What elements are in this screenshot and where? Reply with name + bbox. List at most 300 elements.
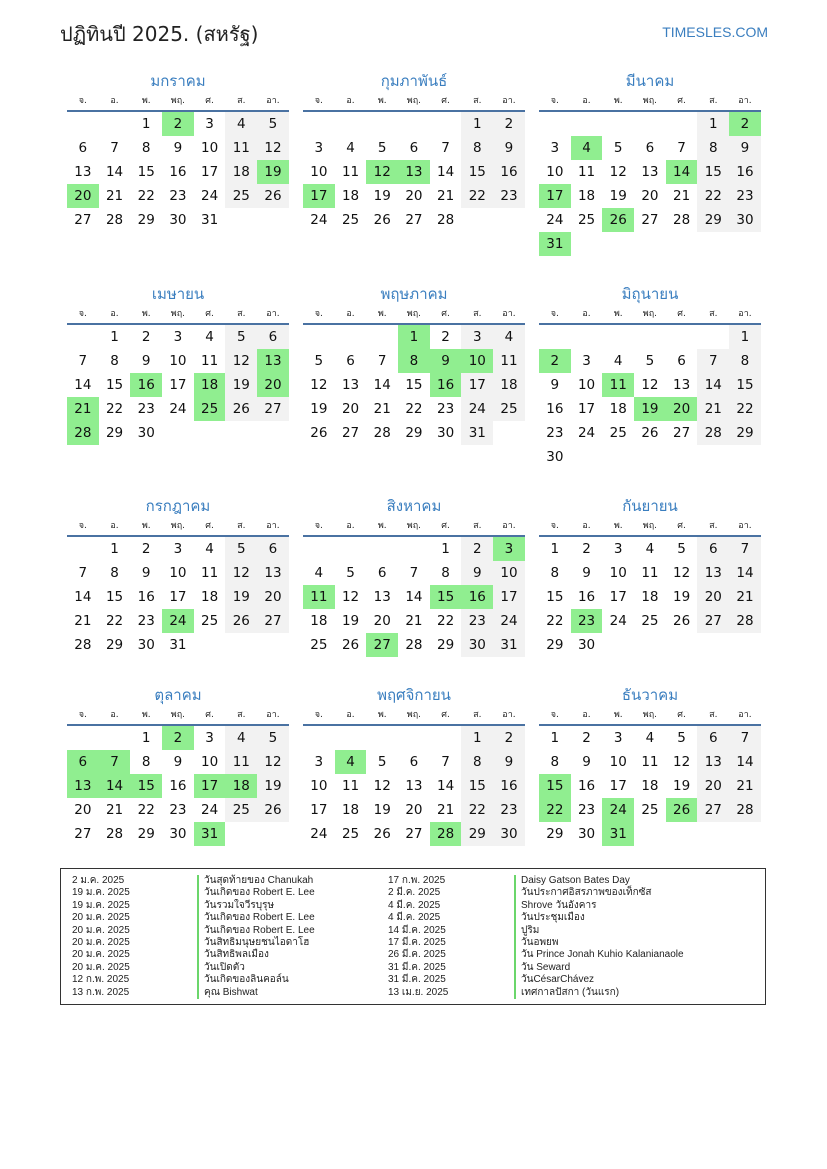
weekday-label: ศ. <box>205 521 214 531</box>
day-cell: 22 <box>437 613 455 629</box>
empty-cell <box>571 112 603 136</box>
day-cell: 18 <box>609 401 627 417</box>
weekday-label: พฤ. <box>406 309 422 319</box>
weekday-label: พฤ. <box>642 521 658 531</box>
empty-cell <box>571 325 603 349</box>
day-cell: 13 <box>697 561 729 585</box>
day-cell: 1 <box>729 325 761 349</box>
day-cell: 26 <box>225 397 257 421</box>
day-cell: 29 <box>105 637 124 653</box>
day-cell: 15 <box>105 589 124 605</box>
empty-cell <box>539 112 571 136</box>
day-cell: 22 <box>137 188 155 204</box>
holiday-day-cell: 20 <box>67 184 99 208</box>
day-cell: 6 <box>697 537 729 561</box>
day-cell: 2 <box>582 541 591 557</box>
weekday-label: พฤ. <box>406 521 422 531</box>
day-cell: 27 <box>673 425 691 441</box>
holiday-name: ปูริม <box>514 925 684 937</box>
day-cell: 18 <box>493 373 525 397</box>
day-cell: 9 <box>461 561 493 585</box>
day-cell: 10 <box>169 565 187 581</box>
day-cell: 31 <box>493 633 525 657</box>
weekday-label: พฤ. <box>170 309 186 319</box>
day-cell: 20 <box>697 585 729 609</box>
day-cell: 11 <box>641 565 659 581</box>
day-cell: 7 <box>441 140 450 156</box>
weekday-label: พฤ. <box>170 96 186 106</box>
day-cell: 23 <box>137 613 155 629</box>
day-cell: 13 <box>697 750 729 774</box>
day-cell: 3 <box>461 325 493 349</box>
holiday-date: 20 ม.ค. 2025 <box>72 912 130 924</box>
day-cell: 5 <box>677 730 686 746</box>
empty-cell <box>539 325 571 349</box>
holiday-name: คุณ Bishwat <box>197 987 315 999</box>
holiday-day-cell: 21 <box>67 397 99 421</box>
weekday-label: พ. <box>141 710 151 720</box>
holiday-day-cell: 20 <box>666 397 698 421</box>
day-cell: 20 <box>257 585 289 609</box>
weekday-label: ศ. <box>677 710 686 720</box>
weekday-label: อ. <box>582 309 591 319</box>
day-grid <box>67 325 289 445</box>
day-cell: 20 <box>641 188 659 204</box>
holiday-day-cell: 16 <box>430 373 462 397</box>
empty-cell <box>430 726 462 750</box>
day-cell: 8 <box>550 565 560 581</box>
day-grid <box>67 726 289 846</box>
empty-cell <box>303 726 335 750</box>
weekday-label: ส. <box>709 309 718 319</box>
empty-cell <box>335 112 367 136</box>
holiday-day-cell: 18 <box>194 373 226 397</box>
day-cell: 25 <box>225 798 257 822</box>
day-cell: 2 <box>141 541 151 557</box>
day-cell: 2 <box>493 726 525 750</box>
day-cell: 14 <box>74 377 92 393</box>
holiday-day-cell: 2 <box>539 349 571 373</box>
day-cell: 23 <box>577 802 596 818</box>
month-8 <box>303 495 525 657</box>
day-cell: 25 <box>641 802 659 818</box>
empty-cell <box>602 112 634 136</box>
day-cell: 28 <box>405 637 423 653</box>
weekday-label: จ. <box>550 710 559 720</box>
day-cell: 7 <box>697 349 729 373</box>
day-cell: 9 <box>141 565 151 581</box>
day-cell: 27 <box>405 826 423 842</box>
day-cell: 28 <box>673 212 691 228</box>
day-cell: 28 <box>105 826 124 842</box>
day-cell: 19 <box>373 188 391 204</box>
day-cell: 11 <box>225 750 257 774</box>
day-cell: 22 <box>697 184 729 208</box>
day-cell: 9 <box>729 136 761 160</box>
day-cell: 12 <box>257 750 289 774</box>
day-cell: 7 <box>409 565 419 581</box>
day-cell: 27 <box>74 212 92 228</box>
holiday-day-cell: 14 <box>99 774 131 798</box>
holiday-day-cell: 10 <box>461 349 493 373</box>
day-grid <box>303 112 525 232</box>
holiday-day-cell: 4 <box>571 136 603 160</box>
empty-cell <box>67 726 99 750</box>
day-cell: 26 <box>257 798 289 822</box>
weekday-label: ส. <box>237 96 246 106</box>
day-cell: 14 <box>373 377 391 393</box>
day-cell: 24 <box>577 425 596 441</box>
day-cell: 17 <box>577 401 596 417</box>
month-3 <box>539 70 761 256</box>
holiday-date: 20 ม.ค. 2025 <box>72 961 130 973</box>
holiday-name: วันอพยพ <box>514 937 684 949</box>
holiday-date: 20 ม.ค. 2025 <box>72 937 130 949</box>
weekday-label: ส. <box>473 96 482 106</box>
day-cell: 3 <box>314 754 324 770</box>
day-cell: 20 <box>341 401 360 417</box>
day-cell: 18 <box>225 160 257 184</box>
weekday-header <box>67 92 289 112</box>
empty-cell <box>634 112 666 136</box>
empty-cell <box>366 537 398 561</box>
day-cell: 15 <box>461 774 493 798</box>
day-cell: 20 <box>697 774 729 798</box>
month-1 <box>67 70 289 232</box>
holiday-day-cell: 26 <box>666 798 698 822</box>
weekday-header <box>67 517 289 537</box>
holiday-day-cell: 27 <box>366 633 398 657</box>
holiday-day-cell: 25 <box>194 397 226 421</box>
day-cell: 23 <box>729 184 761 208</box>
holiday-day-cell: 4 <box>335 750 367 774</box>
day-cell: 17 <box>493 585 525 609</box>
day-cell: 4 <box>493 325 525 349</box>
month-title: สิงหาคม <box>386 497 442 515</box>
day-cell: 11 <box>641 754 659 770</box>
weekday-header <box>303 517 525 537</box>
weekday-header <box>539 305 761 325</box>
day-cell: 19 <box>341 613 360 629</box>
day-cell: 7 <box>78 353 88 369</box>
day-cell: 14 <box>729 561 761 585</box>
day-grid <box>67 537 289 657</box>
empty-cell <box>666 112 698 136</box>
weekday-label: อ. <box>110 521 119 531</box>
day-cell: 27 <box>257 609 289 633</box>
day-cell: 11 <box>201 353 219 369</box>
month-title: กันยายน <box>622 497 678 515</box>
day-cell: 26 <box>257 184 289 208</box>
holiday-name: เทศกาลปัสกา (วันแรก) <box>514 987 684 999</box>
holiday-day-cell: 17 <box>194 774 226 798</box>
weekday-label: อา. <box>738 96 752 106</box>
holiday-day-cell: 2 <box>162 726 194 750</box>
month-9 <box>539 495 761 657</box>
day-cell: 19 <box>310 401 328 417</box>
holiday-day-cell: 18 <box>225 774 257 798</box>
day-cell: 10 <box>310 778 328 794</box>
month-title: มีนาคม <box>625 72 675 90</box>
day-cell: 16 <box>577 778 596 794</box>
day-cell: 8 <box>461 750 493 774</box>
holiday-day-cell: 3 <box>493 537 525 561</box>
empty-cell <box>398 537 430 561</box>
day-cell: 24 <box>546 212 564 228</box>
day-cell: 30 <box>137 425 155 441</box>
holiday-day-cell: 6 <box>67 750 99 774</box>
day-cell: 11 <box>493 349 525 373</box>
month-title: มิถุนายน <box>621 285 679 303</box>
empty-cell <box>303 112 335 136</box>
day-cell: 3 <box>613 730 623 746</box>
day-cell: 4 <box>645 541 655 557</box>
day-cell: 9 <box>173 140 183 156</box>
day-cell: 23 <box>137 401 155 417</box>
day-cell: 21 <box>729 585 761 609</box>
day-cell: 16 <box>729 160 761 184</box>
day-cell: 16 <box>493 160 525 184</box>
empty-cell <box>303 537 335 561</box>
day-cell: 1 <box>550 730 560 746</box>
day-cell: 29 <box>697 208 729 232</box>
day-cell: 24 <box>201 802 219 818</box>
day-cell: 26 <box>225 609 257 633</box>
weekday-label: ศ. <box>677 521 686 531</box>
brand-link[interactable]: TIMESLES.COM <box>662 24 768 40</box>
day-cell: 25 <box>577 212 596 228</box>
day-cell: 19 <box>673 778 691 794</box>
day-cell: 17 <box>310 802 328 818</box>
holiday-day-cell: 16 <box>130 373 162 397</box>
month-7 <box>67 495 289 657</box>
month-title: ตุลาคม <box>154 686 202 704</box>
weekday-header <box>303 92 525 112</box>
day-cell: 9 <box>141 353 151 369</box>
day-cell: 9 <box>550 377 560 393</box>
day-cell: 19 <box>225 373 257 397</box>
day-cell: 6 <box>697 726 729 750</box>
day-cell: 31 <box>201 212 219 228</box>
empty-cell <box>366 112 398 136</box>
empty-cell <box>398 112 430 136</box>
day-cell: 13 <box>373 589 391 605</box>
holiday-day-cell: 15 <box>539 774 571 798</box>
day-cell: 15 <box>137 164 155 180</box>
day-cell: 26 <box>373 212 391 228</box>
holiday-name: วันสิทธิพลเมือง <box>197 949 315 961</box>
day-cell: 16 <box>493 774 525 798</box>
holiday-name: วันเกิดของ Robert E. Lee <box>197 887 315 899</box>
day-cell: 9 <box>493 750 525 774</box>
weekday-header <box>539 92 761 112</box>
day-cell: 8 <box>729 349 761 373</box>
day-cell: 12 <box>257 136 289 160</box>
day-cell: 25 <box>310 637 328 653</box>
weekday-label: ศ. <box>441 309 450 319</box>
holiday-day-cell: 7 <box>99 750 131 774</box>
month-12 <box>539 684 761 846</box>
day-cell: 7 <box>78 565 88 581</box>
weekday-label: อ. <box>346 710 355 720</box>
weekday-label: อา. <box>266 96 280 106</box>
day-cell: 1 <box>550 541 560 557</box>
day-cell: 31 <box>169 637 187 653</box>
weekday-label: อ. <box>582 96 591 106</box>
day-cell: 22 <box>729 397 761 421</box>
month-title: พฤศจิกายน <box>377 686 451 704</box>
weekday-header <box>67 706 289 726</box>
day-cell: 10 <box>201 140 219 156</box>
holiday-day-cell: 15 <box>430 585 462 609</box>
day-cell: 25 <box>609 425 627 441</box>
weekday-label: อ. <box>346 521 355 531</box>
day-cell: 25 <box>225 184 257 208</box>
weekday-label: อา. <box>502 309 516 319</box>
day-cell: 3 <box>173 329 183 345</box>
day-cell: 27 <box>697 609 729 633</box>
day-cell: 14 <box>729 750 761 774</box>
day-cell: 5 <box>346 565 355 581</box>
day-cell: 18 <box>341 188 360 204</box>
day-cell: 6 <box>78 140 88 156</box>
day-grid <box>539 726 761 846</box>
weekday-label: พ. <box>141 309 151 319</box>
day-cell: 7 <box>441 754 450 770</box>
day-cell: 9 <box>493 136 525 160</box>
holiday-day-cell: 1 <box>398 325 430 349</box>
day-cell: 2 <box>461 537 493 561</box>
empty-cell <box>67 537 99 561</box>
holiday-date: 2 ม.ค. 2025 <box>72 875 125 886</box>
day-cell: 28 <box>373 425 391 441</box>
month-title: เมษายน <box>151 285 205 303</box>
holiday-date: 12 ก.พ. 2025 <box>72 974 130 986</box>
day-cell: 5 <box>314 353 324 369</box>
day-cell: 9 <box>582 565 591 581</box>
day-cell: 23 <box>461 609 493 633</box>
day-cell: 19 <box>673 589 691 605</box>
day-cell: 28 <box>697 421 729 445</box>
weekday-label: อ. <box>582 521 591 531</box>
day-cell: 15 <box>105 377 124 393</box>
weekday-label: ศ. <box>677 96 686 106</box>
day-cell: 6 <box>409 140 419 156</box>
month-title: กุมภาพันธ์ <box>380 72 448 90</box>
day-cell: 23 <box>493 798 525 822</box>
day-cell: 8 <box>141 140 151 156</box>
day-cell: 13 <box>257 561 289 585</box>
weekday-header <box>67 305 289 325</box>
day-cell: 4 <box>225 112 257 136</box>
empty-cell <box>366 325 398 349</box>
day-cell: 19 <box>257 774 289 798</box>
day-cell: 11 <box>201 565 219 581</box>
weekday-label: อา. <box>502 521 516 531</box>
day-cell: 31 <box>461 421 493 445</box>
day-cell: 29 <box>729 421 761 445</box>
weekday-label: อา. <box>738 309 752 319</box>
day-cell: 11 <box>225 136 257 160</box>
day-cell: 6 <box>377 565 387 581</box>
day-cell: 1 <box>110 329 119 345</box>
weekday-label: จ. <box>550 309 559 319</box>
empty-cell <box>99 726 131 750</box>
day-cell: 10 <box>609 565 627 581</box>
day-cell: 10 <box>169 353 187 369</box>
day-cell: 18 <box>641 778 659 794</box>
day-cell: 14 <box>74 589 92 605</box>
day-cell: 30 <box>493 822 525 846</box>
day-cell: 22 <box>461 184 493 208</box>
weekday-label: จ. <box>550 521 559 531</box>
day-cell: 2 <box>441 329 450 345</box>
weekday-label: ศ. <box>441 710 450 720</box>
weekday-label: ศ. <box>205 710 214 720</box>
holiday-name: วันสุดท้ายของ Chanukah <box>197 875 315 887</box>
day-cell: 19 <box>609 188 627 204</box>
day-cell: 11 <box>577 164 596 180</box>
holiday-day-cell: 8 <box>398 349 430 373</box>
holiday-day-cell: 17 <box>539 184 571 208</box>
day-cell: 26 <box>341 637 360 653</box>
day-cell: 3 <box>314 140 324 156</box>
day-cell: 29 <box>437 637 455 653</box>
day-cell: 12 <box>673 565 691 581</box>
weekday-label: ส. <box>237 521 246 531</box>
day-cell: 1 <box>441 541 450 557</box>
holiday-name: วันCésarChávez <box>514 974 684 986</box>
day-cell: 5 <box>377 140 387 156</box>
day-cell: 1 <box>461 112 493 136</box>
day-cell: 24 <box>493 609 525 633</box>
day-cell: 25 <box>493 397 525 421</box>
weekday-label: พฤ. <box>170 710 186 720</box>
weekday-label: พ. <box>613 710 623 720</box>
empty-cell <box>99 112 131 136</box>
day-cell: 3 <box>173 541 183 557</box>
day-cell: 1 <box>141 730 151 746</box>
weekday-label: พ. <box>377 521 387 531</box>
weekday-label: อา. <box>266 521 280 531</box>
holiday-name: วัน Seward <box>514 962 684 974</box>
holiday-day-cell: 17 <box>303 184 335 208</box>
day-cell: 10 <box>493 561 525 585</box>
weekday-label: อ. <box>582 710 591 720</box>
day-cell: 29 <box>405 425 423 441</box>
day-grid <box>539 325 761 469</box>
weekday-label: ศ. <box>441 96 450 106</box>
holiday-day-cell: 22 <box>539 798 571 822</box>
weekday-label: จ. <box>314 309 323 319</box>
day-cell: 3 <box>205 116 214 132</box>
day-grid <box>539 537 761 657</box>
empty-cell <box>366 726 398 750</box>
holiday-date: 14 มี.ค. 2025 <box>388 924 446 936</box>
holiday-date: 31 มี.ค. 2025 <box>388 961 446 973</box>
weekday-label: ส. <box>473 710 482 720</box>
day-cell: 8 <box>441 565 450 581</box>
day-cell: 1 <box>697 112 729 136</box>
weekday-label: พ. <box>613 96 623 106</box>
month-10 <box>67 684 289 846</box>
day-cell: 16 <box>169 778 187 794</box>
weekday-label: อ. <box>110 710 119 720</box>
day-cell: 14 <box>437 164 455 180</box>
day-cell: 17 <box>609 778 627 794</box>
day-cell: 22 <box>137 802 155 818</box>
month-11 <box>303 684 525 846</box>
